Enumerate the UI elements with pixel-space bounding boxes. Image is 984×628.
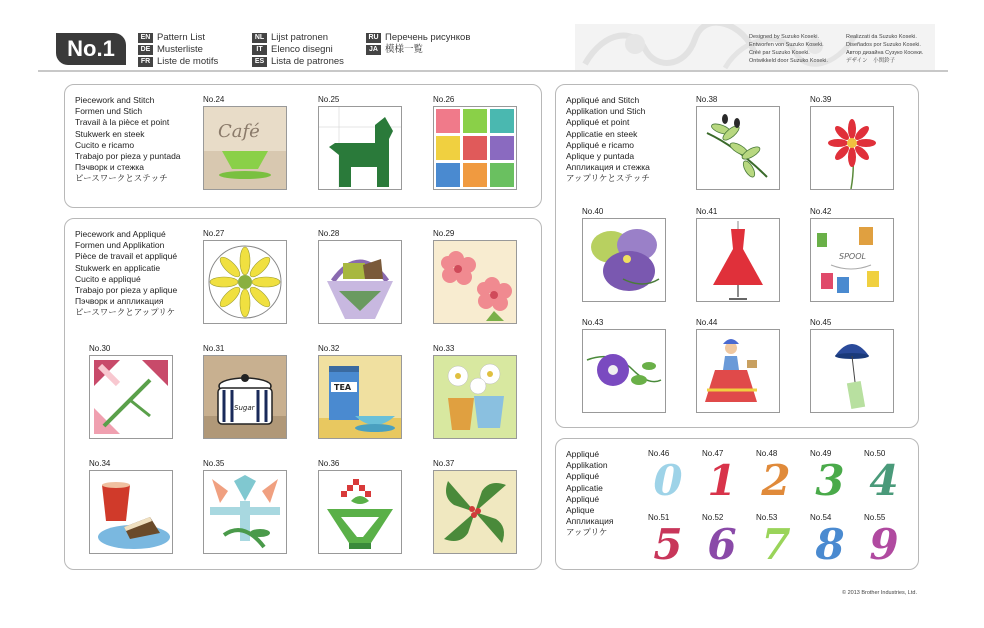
language-code: EN <box>138 33 153 43</box>
panel-applique-numbers <box>555 438 919 570</box>
section-label-line: Formen und Stich <box>75 106 143 117</box>
pattern-tile-45[interactable] <box>810 318 894 413</box>
pink-flowers-icon <box>434 241 516 323</box>
pattern-tile-44[interactable] <box>696 318 780 413</box>
pattern-number: No.51 <box>648 513 670 522</box>
pattern-image <box>696 329 780 413</box>
language-code: ES <box>252 57 267 67</box>
number-glyph: 4 <box>869 456 899 505</box>
tulip-block-icon <box>204 471 286 553</box>
language-label: Pattern List <box>157 32 206 43</box>
pattern-number: No.45 <box>810 318 832 327</box>
pattern-number: No.36 <box>318 459 340 468</box>
pattern-number: No.50 <box>864 449 886 458</box>
section-label-line: Pièce de travail et appliqué <box>75 251 178 262</box>
cups-grid-icon <box>434 107 516 189</box>
number-pattern-tile[interactable] <box>756 513 800 575</box>
language-label: Lijst patronen <box>271 32 329 43</box>
pattern-tile-24[interactable] <box>203 95 287 190</box>
section-label-line: アップリケ <box>566 527 608 538</box>
section-label-line: Applicatie <box>566 482 603 493</box>
section-label-line: Аппликация <box>566 516 614 527</box>
language-label: Musterliste <box>157 44 203 55</box>
sugar-text: Sugar <box>234 404 255 412</box>
pattern-tile-41[interactable] <box>696 207 780 302</box>
number-pattern-tile[interactable] <box>810 449 854 511</box>
pattern-number: No.32 <box>318 344 340 353</box>
pattern-image <box>433 355 517 439</box>
pattern-image <box>582 329 666 413</box>
section-label-piecework-applique <box>75 229 177 319</box>
pattern-tile-43[interactable] <box>582 318 666 413</box>
pattern-number: No.54 <box>810 513 832 522</box>
pattern-image <box>203 470 287 554</box>
pattern-image <box>318 355 402 439</box>
number-glyph: 2 <box>761 456 791 505</box>
pattern-image <box>89 355 173 439</box>
credits-left <box>749 33 828 65</box>
header-divider <box>38 70 948 72</box>
language-code: IT <box>252 45 267 55</box>
number-glyph: 8 <box>815 520 845 569</box>
credit-line: デザイン 小関鈴子 <box>846 58 896 64</box>
spool-text: SPOOL <box>839 252 866 261</box>
thread-spools-icon <box>811 219 893 301</box>
pattern-number: No.40 <box>582 207 604 216</box>
credit-line: Ontwikkeld door Suzuko Koseki. <box>749 58 828 64</box>
pattern-number: No.25 <box>318 95 340 104</box>
cake-cup-icon <box>90 471 172 553</box>
dog-icon <box>319 107 401 189</box>
pattern-number: No.29 <box>433 229 455 238</box>
language-code: NL <box>252 33 267 43</box>
pattern-number: No.49 <box>810 449 832 458</box>
number-glyph: 0 <box>653 456 683 505</box>
section-label-line: Cucito e appliqué <box>75 273 141 284</box>
language-code: JA <box>366 45 381 55</box>
pattern-number: No.46 <box>648 449 670 458</box>
pattern-number: No.44 <box>696 318 718 327</box>
number-glyph: 5 <box>653 520 683 569</box>
pattern-number: No.33 <box>433 344 455 353</box>
number-pattern-tile[interactable] <box>864 449 908 511</box>
pattern-tile-36[interactable] <box>318 459 402 554</box>
tea-tin-icon <box>319 356 401 438</box>
credit-line: Автор дизайна Сузуко Косеки. <box>846 50 924 56</box>
pattern-number: No.38 <box>696 95 718 104</box>
language-row <box>138 44 218 55</box>
panel-applique-stitch <box>555 84 919 428</box>
sugar-pot-icon <box>204 356 286 438</box>
section-label-line: Aplique <box>566 505 595 516</box>
pattern-image <box>810 106 894 190</box>
credit-line: Créé par Suzuko Koseki. <box>749 50 810 56</box>
pattern-image <box>318 106 402 190</box>
pattern-number: No.41 <box>696 207 718 216</box>
pattern-number: No.37 <box>433 459 455 468</box>
wind-chime-icon <box>811 330 893 412</box>
pattern-image <box>433 106 517 190</box>
language-label: Перечень рисунков <box>385 32 471 43</box>
language-code: DE <box>138 45 153 55</box>
section-label-line: Аппликация и стежка <box>566 162 650 173</box>
pattern-number: No.52 <box>702 513 724 522</box>
pattern-number: No.42 <box>810 207 832 216</box>
pattern-number: No.34 <box>89 459 111 468</box>
pattern-tile-33[interactable] <box>433 344 517 439</box>
number-glyph: 3 <box>815 456 845 505</box>
section-label-line: Piecework and Appliqué <box>75 229 166 239</box>
basket-icon <box>319 241 401 323</box>
pattern-number: No.47 <box>702 449 724 458</box>
sunflower-icon <box>204 241 286 323</box>
cafe-text: Café <box>218 121 260 142</box>
number-glyph: 9 <box>869 520 899 569</box>
copyright-text: © 2013 Brother Industries, Ltd. <box>842 590 917 596</box>
language-row <box>138 56 218 67</box>
pattern-tile-37[interactable] <box>433 459 517 554</box>
section-label-line: Stukwerk en applicatie <box>75 262 161 273</box>
section-label-line: Cucito e ricamo <box>75 139 135 150</box>
pattern-image <box>203 355 287 439</box>
section-label-piecework-stitch <box>75 95 181 185</box>
language-row <box>252 44 344 55</box>
language-column-1 <box>138 32 218 68</box>
section-label-line: Trabajo por pieza y puntada <box>75 151 181 162</box>
red-daisy-icon <box>811 107 893 189</box>
section-label-line: Stukwerk en steek <box>75 128 145 139</box>
section-label-line: Пэчворк и аппликация <box>75 296 164 307</box>
language-code: RU <box>366 33 381 43</box>
language-label: Elenco disegni <box>271 44 333 55</box>
pattern-tile-34[interactable] <box>89 459 173 554</box>
pattern-number: No.27 <box>203 229 225 238</box>
pattern-tile-42[interactable] <box>810 207 894 302</box>
number-glyph: 7 <box>761 520 791 569</box>
section-label-line: Appliqué <box>566 493 600 504</box>
pattern-image <box>696 218 780 302</box>
plant-basket-icon <box>319 471 401 553</box>
pattern-tile-35[interactable] <box>203 459 287 554</box>
number-pattern-tile[interactable] <box>648 513 692 575</box>
section-label-line: Applikation und Stich <box>566 106 646 117</box>
section-label-line: Travail à la pièce et point <box>75 117 170 128</box>
number-pattern-tile[interactable] <box>702 449 746 511</box>
pattern-tile-30[interactable] <box>89 344 173 439</box>
number-pattern-tile[interactable] <box>864 513 908 575</box>
section-label-line: Applikation <box>566 460 608 471</box>
language-row <box>366 32 470 43</box>
pattern-tile-40[interactable] <box>582 207 666 302</box>
pattern-image <box>810 329 894 413</box>
pattern-number: No.31 <box>203 344 225 353</box>
section-label-line: Applicatie en steek <box>566 128 638 139</box>
daisy-pots-icon <box>434 356 516 438</box>
section-label-line: Appliqué e ricamo <box>566 139 635 150</box>
number-pattern-tile[interactable] <box>648 449 692 511</box>
pattern-image <box>433 470 517 554</box>
number-pattern-tile[interactable] <box>756 449 800 511</box>
section-label-line: Appliqué and Stitch <box>566 95 640 105</box>
section-label-line: Пэчворк и стежка <box>75 162 144 173</box>
pattern-number: No.39 <box>810 95 832 104</box>
panel-piecework-stitch <box>64 84 542 208</box>
section-label-line: Aplique y puntada <box>566 151 635 162</box>
pattern-number: No.53 <box>756 513 778 522</box>
pattern-tile-25[interactable] <box>318 95 402 190</box>
language-label: Lista de patrones <box>271 56 344 67</box>
morning-glory-icon <box>583 330 665 412</box>
language-row <box>138 32 218 43</box>
section-label-line: Appliqué et point <box>566 117 630 128</box>
number-pattern-tile[interactable] <box>702 513 746 575</box>
holly-block-icon <box>434 471 516 553</box>
pattern-image <box>318 240 402 324</box>
credit-line: Designed by Suzuko Koseki. <box>749 34 820 40</box>
pattern-tile-32[interactable] <box>318 344 402 439</box>
section-label-line: Piecework and Stitch <box>75 95 155 105</box>
number-glyph: 1 <box>707 456 737 505</box>
credit-line: Entworfen von Suzuko Koseki. <box>749 42 824 48</box>
pattern-tile-26[interactable] <box>433 95 517 190</box>
panel-piecework-applique <box>64 218 542 570</box>
pattern-image <box>810 218 894 302</box>
section-label-applique-stitch <box>566 95 650 185</box>
pansy-icon <box>583 219 665 301</box>
section-label-line: Appliqué <box>566 449 600 459</box>
pattern-number: No.28 <box>318 229 340 238</box>
pattern-image <box>696 106 780 190</box>
pattern-tile-29[interactable] <box>433 229 517 324</box>
section-label-line: アップリケとステッチ <box>566 173 650 184</box>
credit-line: Diseñados por Suzuko Koseki. <box>846 42 921 48</box>
pattern-tile-27[interactable] <box>203 229 287 324</box>
carnation-icon <box>90 356 172 438</box>
pattern-image <box>318 470 402 554</box>
pattern-image <box>89 470 173 554</box>
language-column-2 <box>252 32 344 68</box>
lady-figure-icon <box>697 330 779 412</box>
section-label-line: ピースワークとアップリケ <box>75 307 176 318</box>
section-label-line: Trabajo por pieza y aplique <box>75 285 178 296</box>
section-label-line: Formen und Applikation <box>75 240 165 251</box>
pattern-image <box>582 218 666 302</box>
language-column-3 <box>366 32 470 56</box>
language-code: FR <box>138 57 153 67</box>
credits-right <box>846 33 923 65</box>
red-dress-icon <box>697 219 779 301</box>
cafe-cup-icon <box>204 107 286 189</box>
pattern-number: No.24 <box>203 95 225 104</box>
language-label: 模様一覧 <box>385 44 424 55</box>
tea-text: TEA <box>334 383 352 392</box>
section-label-line: Appliqué <box>566 471 600 482</box>
language-row <box>252 56 344 67</box>
pattern-image <box>433 240 517 324</box>
pattern-tile-38[interactable] <box>696 95 780 190</box>
pattern-tile-39[interactable] <box>810 95 894 190</box>
pattern-tile-28[interactable] <box>318 229 402 324</box>
pattern-number: No.30 <box>89 344 111 353</box>
section-label-applique <box>566 449 613 539</box>
page-number-badge: No.1 <box>56 33 126 65</box>
pattern-number: No.48 <box>756 449 778 458</box>
language-row <box>366 44 470 55</box>
language-row <box>252 32 344 43</box>
pattern-image <box>203 240 287 324</box>
section-label-line: ピースワークとステッチ <box>75 173 168 184</box>
pattern-number: No.43 <box>582 318 604 327</box>
pattern-number: No.35 <box>203 459 225 468</box>
olive-branch-icon <box>697 107 779 189</box>
credit-line: Realizzati da Suzuko Koseki. <box>846 34 917 40</box>
pattern-image <box>203 106 287 190</box>
pattern-number: No.26 <box>433 95 455 104</box>
number-pattern-tile[interactable] <box>810 513 854 575</box>
pattern-tile-31[interactable] <box>203 344 287 439</box>
language-label: Liste de motifs <box>157 56 219 67</box>
number-glyph: 6 <box>707 520 737 569</box>
pattern-number: No.55 <box>864 513 886 522</box>
page-header <box>0 0 984 72</box>
